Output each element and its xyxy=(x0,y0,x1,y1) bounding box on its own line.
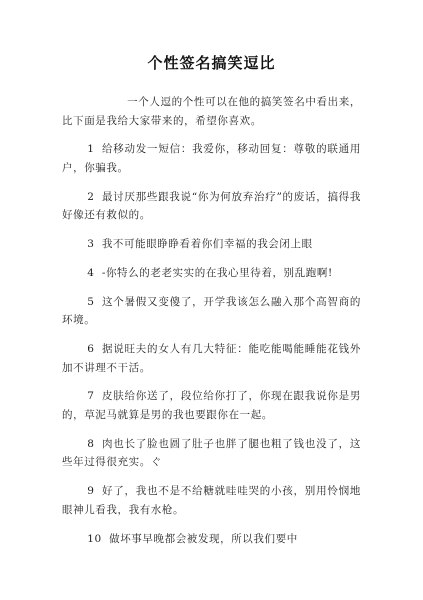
list-item-8 xyxy=(62,435,361,472)
list-item-2 xyxy=(62,188,361,225)
item-text: 最讨厌那些跟我说“你为何放弃治疗”的废话，搞得我好像还有救似的。 xyxy=(62,190,361,222)
item-text: 肉也长了脸也圆了肚子也胖了腿也粗了钱也没了，这些年过得很充实。ぐ xyxy=(62,437,361,469)
list-item-7 xyxy=(62,387,361,424)
item-text: 我不可能眼睁睁看着你们幸福的我会闭上眼 xyxy=(101,238,313,251)
item-text: 据说旺夫的女人有几大特征：能吃能喝能睡能花钱外加不讲理不干活。 xyxy=(62,343,361,374)
item-number: 10 xyxy=(87,532,102,545)
document-body xyxy=(62,93,361,548)
item-number: 2 xyxy=(87,190,95,203)
item-number: 3 xyxy=(87,238,95,251)
list-item-5 xyxy=(62,293,361,330)
list-item-1 xyxy=(62,140,361,177)
item-number: 5 xyxy=(87,295,95,308)
page-title: 个性签名搞笑逗比 xyxy=(147,54,276,72)
item-text: -你特么的老老实实的在我心里待着，别乱跑啊! xyxy=(101,266,333,279)
item-text: 给移动发一短信：我爱你，移动回复：尊敬的联通用户，你骗我。 xyxy=(62,143,361,174)
list-item-4 xyxy=(62,264,361,283)
list-item-6 xyxy=(62,340,361,377)
item-number: 4 xyxy=(87,266,95,279)
item-number: 1 xyxy=(87,143,95,156)
item-text: 皮肤给你送了，段位给你打了，你现在跟我说你是男的，草泥马就算是男的我也要跟你在一起。 xyxy=(62,390,361,422)
item-number: 6 xyxy=(87,343,95,356)
list-item-3 xyxy=(62,235,361,254)
item-number: 7 xyxy=(87,390,95,403)
list-item-10 xyxy=(62,530,361,549)
item-number: 9 xyxy=(87,485,95,498)
list-item-9 xyxy=(62,482,361,519)
item-text: 做坏事早晚都会被发现，所以我们要中 xyxy=(109,532,298,545)
item-number: 8 xyxy=(87,437,95,450)
intro-paragraph: 一个人逗的个性可以在他的搞笑签名中看出来，比下面是我给大家带来的，希望你喜欢。 xyxy=(62,96,361,127)
item-text: 这个暑假又变傻了，开学我该怎么融入那个高智商的环境。 xyxy=(62,295,361,327)
item-text: 好了，我也不是不给糖就哇哇哭的小孩，别用怜悯地眼神儿看我，我有水枪。 xyxy=(62,485,361,516)
